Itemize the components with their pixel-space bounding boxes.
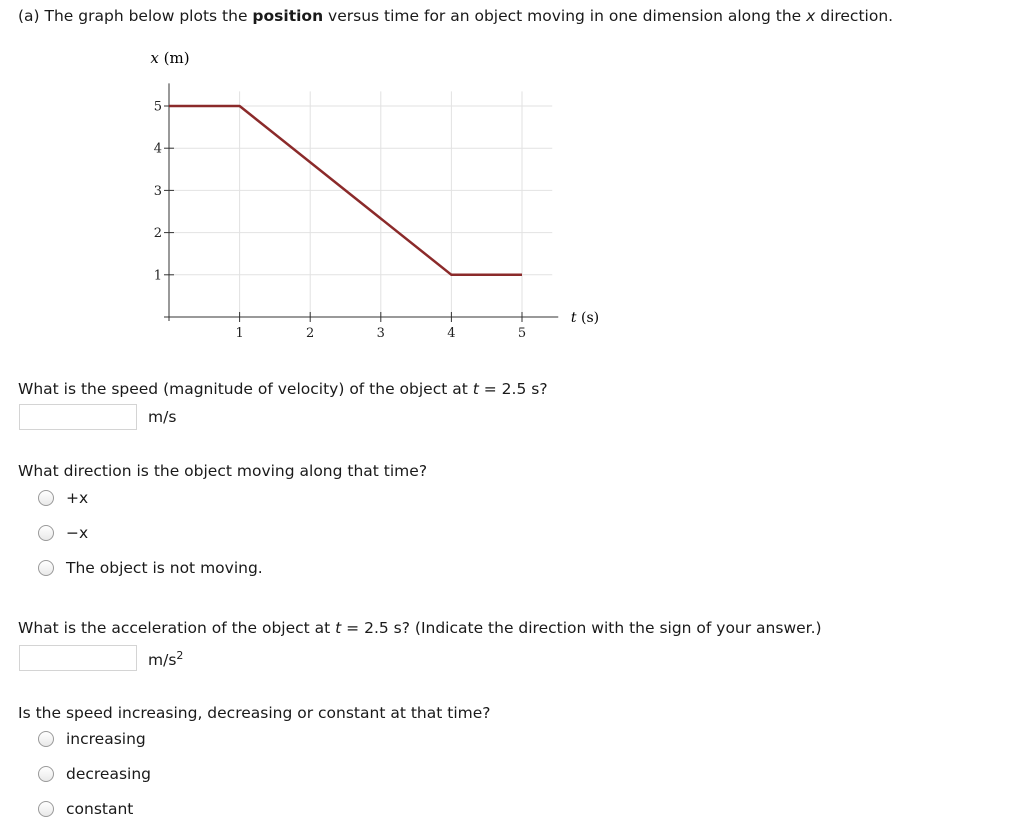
y-tick-label: 3 — [153, 183, 162, 199]
speed-option-label: increasing — [66, 730, 146, 748]
speed-input[interactable] — [19, 404, 137, 430]
x-axis-label: t (s) — [570, 310, 600, 326]
chart-ticks — [154, 100, 526, 342]
speed-change-question: Is the speed increasing, decreasing or constant at that time? — [18, 704, 491, 722]
y-tick-label: 5 — [153, 99, 162, 115]
x-tick-label: 5 — [517, 326, 527, 341]
x-tick-label: 4 — [447, 326, 456, 341]
speed-option-label: constant — [66, 800, 134, 818]
chart-grid — [169, 91, 552, 317]
y-tick-label: 1 — [153, 268, 162, 284]
x-tick-label: 3 — [376, 326, 385, 341]
speed-question-var: t — [472, 380, 479, 398]
direction-option-label: +x — [66, 489, 89, 507]
intro-var: x — [806, 7, 816, 25]
acceleration-question-suffix: = 2.5 s? (Indicate the direction with the sign of your answer.) — [341, 619, 822, 637]
speed-question-prefix: What is the speed (magnitude of velocity) of the object at — [18, 380, 473, 398]
acceleration-unit-base: m/s — [148, 651, 177, 670]
intro-prefix: (a) The graph below plots the — [18, 7, 253, 25]
direction-option-plus-x[interactable] — [38, 489, 88, 507]
direction-option-not-moving[interactable] — [38, 559, 263, 577]
x-tick-label: 2 — [306, 326, 315, 341]
direction-question: What direction is the object moving along that time? — [18, 462, 428, 480]
speed-option-constant[interactable] — [38, 800, 133, 818]
radio-button[interactable] — [38, 766, 54, 782]
acceleration-unit — [148, 649, 183, 669]
radio-button[interactable] — [38, 731, 54, 747]
speed-unit: m/s — [148, 408, 177, 426]
speed-question — [18, 380, 548, 398]
acceleration-unit-exponent: 2 — [176, 649, 184, 662]
y-axis-label: x (m) — [150, 49, 190, 67]
direction-option-minus-x[interactable] — [38, 524, 88, 542]
intro-suffix: direction. — [815, 7, 894, 25]
intro-middle: versus time for an object moving in one dimension along the — [323, 7, 807, 25]
acceleration-input[interactable] — [19, 645, 137, 671]
radio-button[interactable] — [38, 490, 54, 506]
speed-option-decreasing[interactable] — [38, 765, 151, 783]
radio-button[interactable] — [38, 525, 54, 541]
acceleration-question-var: t — [335, 619, 342, 637]
position-time-graph — [0, 0, 640, 360]
radio-button[interactable] — [38, 560, 54, 576]
intro-bold: position — [252, 7, 324, 25]
y-tick-label: 2 — [153, 226, 162, 242]
x-tick-label: 1 — [235, 326, 244, 341]
radio-button[interactable] — [38, 801, 54, 817]
speed-question-suffix: = 2.5 s? — [478, 380, 548, 398]
speed-option-increasing[interactable] — [38, 730, 146, 748]
direction-option-label: −x — [66, 524, 89, 542]
speed-option-label: decreasing — [66, 765, 152, 783]
direction-option-label: The object is not moving. — [66, 559, 263, 577]
y-tick-label: 4 — [153, 141, 162, 157]
acceleration-question-prefix: What is the acceleration of the object at — [18, 619, 336, 637]
acceleration-question — [18, 619, 822, 637]
